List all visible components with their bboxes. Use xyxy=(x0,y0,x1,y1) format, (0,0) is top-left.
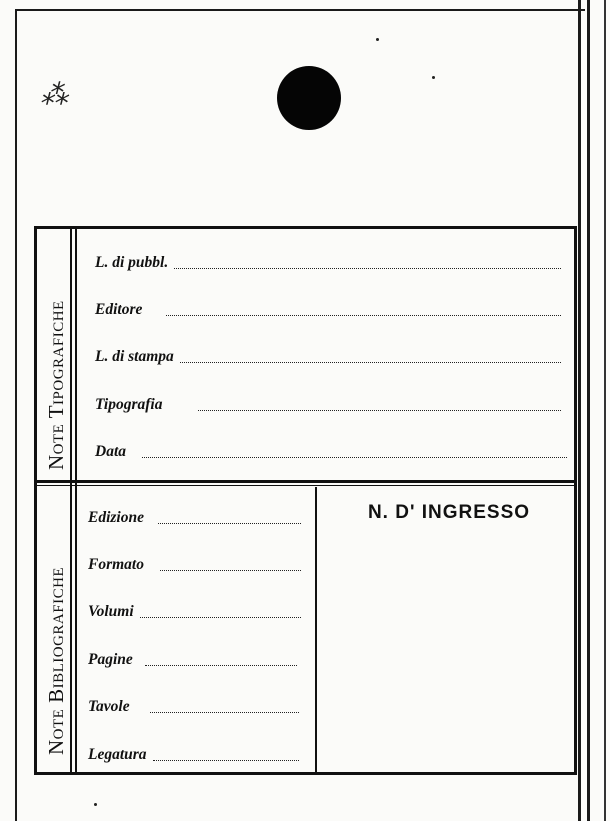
field-line[interactable] xyxy=(180,361,561,363)
speck xyxy=(432,76,435,79)
field-editore xyxy=(95,299,561,319)
field-edizione xyxy=(88,507,301,527)
note-tipografiche-label: Note Tipografiche xyxy=(44,300,68,470)
field-label: Pagine xyxy=(88,651,133,668)
field-label: Editore xyxy=(95,301,143,318)
side-rule xyxy=(75,229,77,772)
field-line[interactable] xyxy=(145,664,297,666)
field-pagine xyxy=(88,649,297,669)
field-line[interactable] xyxy=(140,616,301,618)
field-label: Data xyxy=(95,443,126,460)
field-label: L. di stampa xyxy=(95,348,174,365)
field-data xyxy=(95,441,567,461)
numero-ingresso-label: N. D' INGRESSO xyxy=(367,502,531,523)
speck xyxy=(376,38,379,41)
card-right-edge-inner xyxy=(587,0,590,821)
card-right-edge xyxy=(578,0,581,821)
field-volumi xyxy=(88,601,301,621)
field-line[interactable] xyxy=(142,456,567,458)
field-label: L. di pubbl. xyxy=(95,254,169,271)
field-label: Formato xyxy=(88,556,144,573)
field-line[interactable] xyxy=(150,711,299,713)
field-luogo-stampa xyxy=(95,346,561,366)
field-label: Tipografia xyxy=(95,396,163,413)
field-luogo-pubblicazione xyxy=(95,252,561,272)
field-tavole xyxy=(88,696,299,716)
punch-hole xyxy=(277,66,341,130)
field-label: Legatura xyxy=(88,746,147,763)
field-line[interactable] xyxy=(158,522,301,524)
section-divider xyxy=(37,485,574,486)
ink-mark: ⁂ xyxy=(40,80,68,111)
field-line[interactable] xyxy=(153,759,299,761)
field-line[interactable] xyxy=(174,267,561,269)
speck xyxy=(94,803,97,806)
section-divider xyxy=(37,480,574,483)
field-line[interactable] xyxy=(160,569,301,571)
side-rule xyxy=(70,229,72,772)
field-label: Tavole xyxy=(88,698,130,715)
field-line[interactable] xyxy=(166,314,561,316)
card-top-edge xyxy=(15,9,585,11)
field-line[interactable] xyxy=(198,409,561,411)
card-left-edge xyxy=(15,9,17,821)
field-formato xyxy=(88,554,301,574)
note-bibliografiche-label: Note Bibliografiche xyxy=(44,566,68,755)
field-label: Volumi xyxy=(88,603,134,620)
column-divider xyxy=(315,487,317,772)
field-tipografia xyxy=(95,394,561,414)
card-far-edge xyxy=(604,0,606,821)
field-label: Edizione xyxy=(88,509,144,526)
field-legatura xyxy=(88,744,299,764)
